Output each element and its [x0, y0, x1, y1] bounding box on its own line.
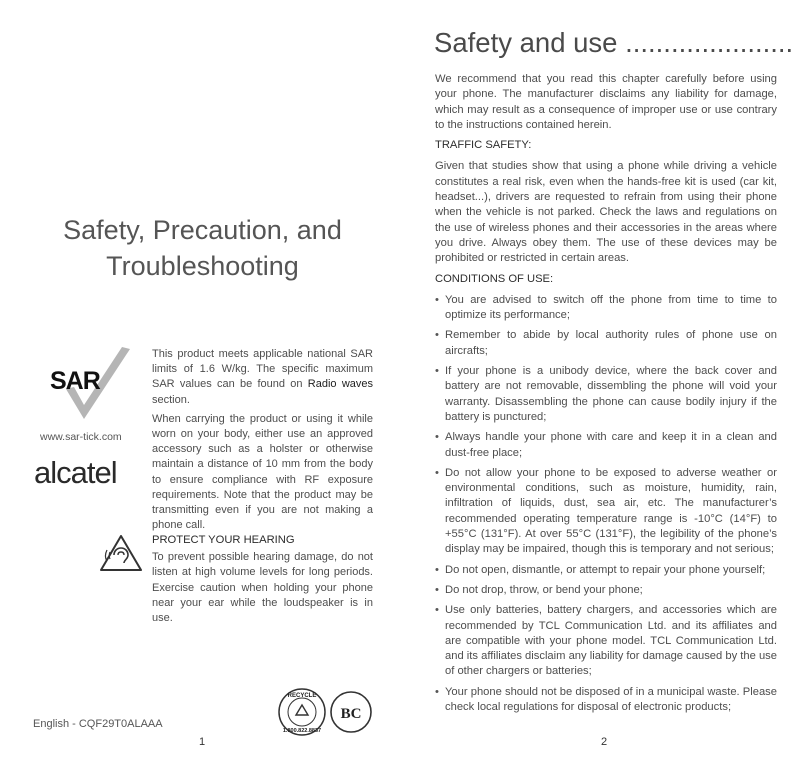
right-page — [404, 0, 808, 777]
list-item: • Remember to abide by local authority rules of phone use on aircrafts; — [435, 328, 777, 359]
list-item: • Do not allow your phone to be exposed to adverse weather or environmental conditions, such as moisture, humidity, rain, infiltration of liquids, dust, sea air, etc. The manufacturer’s recommended operating temperature range is -10°C (14°F) to +55°C (131°F). At over 55°C (131°F), the legibility of the phone’s display may be impaired, though this is temporary and not serious; — [435, 466, 777, 558]
sar-para-2: When carrying the product or using it while worn on your body, either use an approved accessory such as a holster or otherwise maintain a distance of 10 mm from the body to ensure compliance with RF exposure requirements. Note that the product may be transmitting even if you are not making a phone call. — [152, 412, 373, 532]
hearing-block — [152, 533, 373, 630]
hearing-warning-icon — [98, 533, 144, 573]
list-item: • Use only batteries, battery chargers, and accessories which are recommended by TCL Communication Ltd. and its affiliates and are compatible with your phone model. TCL Communication Ltd. and its affiliates disclaim any liability for damage caused by the use of other chargers or batteries; — [435, 603, 777, 679]
bc-text: BC — [340, 706, 362, 722]
brand-logo-text: alcatel — [34, 456, 117, 490]
sar-text-block — [152, 347, 373, 537]
traffic-safety-heading: TRAFFIC SAFETY: — [435, 139, 532, 152]
conditions-heading: CONDITIONS OF USE: — [435, 272, 554, 285]
recycle-phone-text: 1.800.822.8837 — [282, 728, 322, 734]
list-item: • Do not open, dismantle, or attempt to repair your phone yourself; — [435, 563, 777, 578]
sar-text: SAR — [50, 367, 100, 395]
section-title: Safety and use ...................... — [434, 27, 794, 58]
recycle-top-text: RECYCLE — [287, 693, 317, 699]
traffic-safety-text: Given that studies show that using a phone while driving a vehicle constitutes a real risk, even when the hands-free kit is used (car kit, headset...), drivers are requested to refrain from using their phone when the vehicle is not parked. Check the laws and regulations on the use of wireless phones and their accessories in the areas where you drive. Always obey them. The use of these devices may be prohibited or restricted in certain areas. — [435, 160, 777, 265]
chapter-title: Safety, Precaution, and Troubleshooting — [63, 215, 342, 281]
list-item: • If your phone is a unibody device, where the back cover and battery are not removable, dissembling the phone will void your warranty. Disassembling the phone can cause bodily injury if the battery is punctured; — [435, 364, 777, 425]
sar-para-1: This product meets applicable national SAR limits of 1.6 W/kg. The specific maximum SAR values can be found on Radio waves section. — [152, 348, 373, 406]
sar-url: www.sar-tick.com — [40, 431, 122, 443]
page-number-left: 1 — [199, 736, 206, 748]
alcatel-logo — [34, 456, 139, 490]
list-item: • You are advised to switch off the phone from time to time to optimize its performance; — [435, 293, 777, 324]
conditions-list — [435, 293, 777, 715]
list-item: • Do not drop, throw, or bend your phone; — [435, 583, 777, 598]
hearing-text: To prevent possible hearing damage, do not listen at high volume levels for long periods. Exercise caution when holding your phone near your ear while the loudspeaker is in use. — [152, 551, 373, 625]
intro-paragraph: We recommend that you read this chapter carefully before using your phone. The manufacturer disclaims any liability for damage, which may result as a consequence of improper use or use contrary to the instructions contained herein. — [435, 73, 777, 131]
sar-logo — [30, 345, 142, 460]
list-item: • Always handle your phone with care and keep it in a clean and dust-free place; — [435, 430, 777, 461]
page-number-right: 2 — [601, 736, 608, 748]
radio-waves-reference: Radio waves — [307, 378, 373, 391]
hearing-heading: PROTECT YOUR HEARING — [152, 534, 295, 546]
list-item: • Your phone should not be disposed of in a municipal waste. Please check local regulations for disposal of electronic products; — [435, 685, 777, 716]
document-code: English - CQF29T0ALAAA — [33, 718, 163, 730]
safety-text-column — [435, 72, 777, 720]
bc-icon — [329, 690, 373, 734]
recycle-icon — [277, 687, 327, 737]
